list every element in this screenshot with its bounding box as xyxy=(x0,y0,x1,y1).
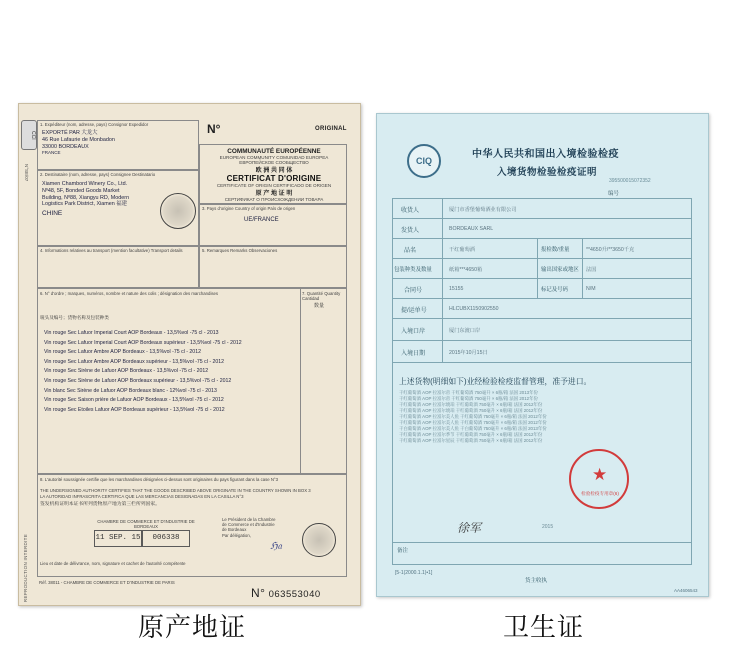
certificate-cn: 原 产 地 证 明 xyxy=(255,191,293,197)
authority-cn: 签发机构证明本证书所列货物原产地为第三栏所列国家。 xyxy=(40,502,160,507)
president-line: Par délégation, xyxy=(222,532,251,538)
consignee-line: Xiamen Chambord Winery Co., Ltd. xyxy=(42,181,128,187)
row-line xyxy=(392,238,692,239)
chamber-stamp-text: CHAMBRE DE COMMERCE ET D'INDUSTRIE DE BORDEAUX xyxy=(97,519,195,530)
row-label: 发货人 xyxy=(401,228,420,234)
transport-label: 4. Informations relatives au transport (mention facultative) Transport details xyxy=(40,248,183,253)
goods-list xyxy=(44,329,242,415)
cci-logo-icon: CCI xyxy=(21,120,37,150)
side-code: N°SE/07 xyxy=(24,164,29,182)
ciq-logo-icon: CIQ xyxy=(407,144,441,178)
embossed-seal-icon xyxy=(160,193,196,229)
consignor-line: FRANCE xyxy=(42,150,61,156)
goods-line: Vin rouge Sec Saison prière de Lafuor AOP Bordeaux - 13,5%vol -75 cl - 2012 xyxy=(44,397,224,404)
country-origin-label: 3. Pays d'origine Country of origin País de origen xyxy=(202,206,296,211)
serial-prefix: N° xyxy=(251,586,266,600)
origin-certificate xyxy=(18,103,361,606)
community-box xyxy=(199,144,347,204)
consignee-box xyxy=(37,170,199,246)
row-value: 厦门东渡口岸 xyxy=(449,328,481,334)
row-value: **4650升/**3650千克 xyxy=(586,247,635,253)
notice-text: 上述货物(明细如下)业经检验检疫监督管理，准予进口。 xyxy=(399,377,592,386)
detail-line: 干红葡萄酒 AOP 拉富尔琥珀 干红葡萄酒 750毫升 × 6瓶/箱 法国 2012年份 xyxy=(399,408,543,413)
holder-copy: 货主收执 xyxy=(525,578,548,584)
serial-number xyxy=(251,586,321,600)
detail-list xyxy=(399,390,547,444)
seal-label: 检验检疫专用章 xyxy=(581,491,614,496)
place-date-label: Lieu et date de délivrance, nom, signature et cachet de l'autorité compétente xyxy=(40,561,186,566)
president-line: de Bordeaux xyxy=(222,527,247,533)
number-stamp: 006338 xyxy=(142,530,190,547)
issue-date: 2015 xyxy=(542,524,554,530)
number-mark: N° xyxy=(207,122,221,136)
row-line xyxy=(392,318,692,319)
number-label: 编号 xyxy=(608,191,620,197)
consignor-box xyxy=(37,120,199,170)
row-label: 品名 xyxy=(404,248,417,254)
footer-ref: Réf. 38011 - CHAMBRE DE COMMERCE ET D'INDUSTRIE DE PARIS xyxy=(39,580,175,585)
detail-line: 干红葡萄酒 AOP 拉富尔琥珀 干红葡萄酒 750毫升 × 6瓶/箱 法国 2012年份 xyxy=(399,402,543,407)
row-label: 收货人 xyxy=(401,208,420,214)
barcode-number: 395500015072352 xyxy=(609,178,651,184)
detail-line: 干红葡萄酒 AOP 拉富尔帝 干红葡萄酒 750毫升 × 6瓶/箱 法国 2012年份 xyxy=(399,396,538,401)
authority-label: 8. L'autorité soussignée certifie que les marchandises désignées ci-dessus sont originaires du pays figurant dans la case N°3 xyxy=(40,477,279,482)
goods-label-cn: 唛头及编号；货物名称及包装种类 xyxy=(40,315,109,320)
inspection-seal-icon xyxy=(569,449,629,509)
reproduction-note: REPRODUCTION INTERDITE xyxy=(23,534,28,603)
row-value: 厦门市香堡葡萄酒业有限公司 xyxy=(449,207,517,213)
consignor-line: EXPORTÉ PAR 大龙大 xyxy=(42,130,98,136)
row-value: 纸箱***4650箱 xyxy=(449,267,483,273)
row-value: HLCUBX1150902550 xyxy=(449,306,499,312)
row-label: 提/运单号 xyxy=(401,308,427,314)
president-block xyxy=(222,517,302,538)
row-value: 干红葡萄酒 xyxy=(449,247,475,253)
authority-es: LA AUTORIDAD INFRASCRITA CERTIFICA QUE LAS MERCANCIAS DESIGNADAS EN LA CASILLA N°3 xyxy=(40,494,244,499)
health-subtitle: 入境货物检验检疫证明 xyxy=(497,167,598,178)
form-code: [5-1(2000.1.1)•1] xyxy=(395,570,433,576)
country-origin-box xyxy=(199,204,347,246)
row-line xyxy=(392,278,692,279)
table-divider xyxy=(442,198,443,363)
remark-label: 备注 xyxy=(397,548,409,554)
goods-line: Vin blanc Sec Sirène de Lafuor AOP Bordeaux blanc - 12%vol -75 cl - 2013 xyxy=(44,387,217,394)
detail-line: 干红葡萄酒 AOP 拉富尔季节 干红葡萄酒 750毫升 × 6瓶/箱 法国 2012年份 xyxy=(399,432,543,437)
health-certificate xyxy=(376,113,709,597)
quantity-label: 7. Quantité Quantity Cantidad xyxy=(302,291,341,302)
goods-line: Vin rouge Sec Sirène de Lafuor AOP Bordeaux supérieur - 13,5%vol -75 cl - 2012 xyxy=(44,377,232,384)
info-table xyxy=(392,198,692,363)
row-value: 15155 xyxy=(449,286,464,292)
community-cn: 欧 洲 共 同 体 xyxy=(255,168,293,174)
goods-line: Vin rouge Sec Lafuor Imperial Court AOP Bordeaux - 13,5%vol -75 cl - 2013 xyxy=(44,330,219,336)
row-label: 入境口岸 xyxy=(401,329,426,335)
community-ru: ЕВРОПЕЙСКОЕ СООБЩЕСТВО xyxy=(239,160,309,165)
row-label: 输出国家或地区 xyxy=(541,267,579,273)
goods-label: 6. N° d'ordre ; marques, numéros, nombre et nature des colis ; désignation des marchandises xyxy=(40,291,219,296)
detail-line: 干红葡萄酒 AOP 拉富尔美人鱼 干红葡萄酒 750毫升 × 6瓶/箱 法国 2012年份 xyxy=(399,420,547,425)
remarks-box xyxy=(199,246,347,288)
date-stamp: 11 SEP. 15 xyxy=(94,530,142,547)
consignee-line: Nº48, 5F, Bonded Goods Market xyxy=(42,187,120,194)
serial-value: 063553040 xyxy=(268,589,321,600)
row-value: 法国 xyxy=(586,267,597,273)
row-line xyxy=(392,258,692,259)
seal-sub: (6) xyxy=(613,491,619,496)
quantity-label-cn: 数量 xyxy=(314,303,325,309)
consignor-line: 33000 BORDEAUX xyxy=(42,143,89,150)
goods-line: Vin rouge Sec Etoiles Lafuor AOP Bordeaux supérieur - 13,5%vol -75 cl - 2012 xyxy=(44,406,225,413)
goods-line: Vin rouge Sec Sirène de Lafuor AOP Bordeaux - 13,5%vol -75 cl - 2012 xyxy=(44,368,209,375)
health-caption: 卫生证 xyxy=(503,613,585,643)
certificate-sub: CERTIFICATE OF ORIGIN CERTIFICADO DE ORIGEN xyxy=(216,183,332,188)
consignee-line: CHINE xyxy=(42,210,63,218)
consignor-line: 46 Rue Lafaurie de Monbadon xyxy=(42,136,115,143)
transport-box xyxy=(37,246,199,288)
original-label: ORIGINAL xyxy=(315,126,347,132)
row-line xyxy=(392,218,692,219)
row-label: 入境日期 xyxy=(401,351,426,357)
detail-line: 干红葡萄酒 AOP 拉富尔帝 干红葡萄酒 750毫升 × 6瓶/箱 法国 2013年份 xyxy=(399,390,538,395)
quantity-divider xyxy=(300,289,301,475)
table-divider xyxy=(582,238,583,298)
table-divider xyxy=(537,238,538,298)
community-sub: EUROPEAN COMMUNITY COMUNIDAD EUROPEA xyxy=(219,155,329,160)
goods-line: Vin rouge Sec Lafuor Ambre AOP Bordeaux supérieur - 13,5%vol -75 cl - 2012 xyxy=(44,358,225,365)
form-serial: AA4606543 xyxy=(674,588,698,593)
signature-mark: ℌ𝔞 xyxy=(270,541,282,552)
consignee-label: 2. Destinataire (nom, adresse, pays) Consignee Destinatario xyxy=(40,172,156,177)
country-origin-value: UE/FRANCE xyxy=(244,217,279,223)
detail-line: 干白葡萄酒 AOP 拉富尔美人鱼 干白葡萄酒 750毫升 × 6瓶/箱 法国 2013年份 xyxy=(399,426,547,431)
consignee-line: Logistics Park District, Xiamen 福建 xyxy=(42,201,128,208)
row-line xyxy=(392,298,692,299)
goods-line: Vin rouge Sec Lafuor Ambre AOP Bordeaux - 13,5%vol -75 cl - 2012 xyxy=(44,349,201,356)
goods-line: Vin rouge Sec Lafuor Imperial Court AOP Bordeaux supérieur - 13,5%vol -75 cl - 2012 xyxy=(44,339,242,346)
detail-line: 干红葡萄酒 AOP 拉富尔星辰 干红葡萄酒 750毫升 × 6瓶/箱 法国 2012年份 xyxy=(399,438,543,443)
detail-line: 干红葡萄酒 AOP 拉富尔美人鱼 干红葡萄酒 750毫升 × 6瓶/箱 法国 2012年份 xyxy=(399,414,547,419)
goods-box xyxy=(37,288,347,474)
seal-text xyxy=(575,491,625,497)
authority-box xyxy=(37,474,347,577)
community-heading xyxy=(200,148,348,202)
star-icon: ★ xyxy=(592,465,608,484)
certificate-ru: СЕРТИФИКАТ О ПРОИСХОЖДЕНИИ ТОВАРА xyxy=(224,197,324,202)
row-label: 标记及号码 xyxy=(541,287,568,293)
row-label: 报检数/重量 xyxy=(541,247,570,253)
consignor-label: 1. Expéditeur (nom, adresse, pays) Consignor Expedidor xyxy=(40,122,149,127)
authority-en: THE UNDERSIGNED AUTHORITY CERTIFIES THAT THE GOODS DESCRIBED ABOVE ORIGINATE IN THE COUNTRY SHOWN IN BOX 3 xyxy=(40,488,311,493)
row-value: 2015年10月15日 xyxy=(449,350,488,356)
signature: 徐军 xyxy=(457,521,482,535)
certificate-title: CERTIFICAT D'ORIGINE xyxy=(226,174,322,183)
president-line: de Commerce et d'Industrie xyxy=(222,522,275,528)
remarks-label: 5. Remarques Remarks Observaciones xyxy=(202,248,278,253)
row-label: 合同号 xyxy=(404,288,423,294)
row-value: N/M xyxy=(586,286,596,292)
consignee-address xyxy=(42,181,129,218)
consignee-line: Building, Nº88, Xiangyu RD, Modern xyxy=(42,194,130,201)
row-value: BORDEAUX SARL xyxy=(449,226,494,232)
row-line xyxy=(392,340,692,341)
row-label: 包装种类及数量 xyxy=(394,267,432,273)
health-title: 中华人民共和国出入境检验检疫 xyxy=(472,149,619,160)
president-line: Le Président de la Chambre xyxy=(222,517,276,522)
community-title: COMMUNAUTÉ EUROPÉENNE xyxy=(227,148,321,155)
remark-row xyxy=(392,543,692,565)
consignor-address xyxy=(42,130,115,157)
chamber-seal-icon xyxy=(302,523,336,557)
origin-caption: 原产地证 xyxy=(138,613,247,643)
